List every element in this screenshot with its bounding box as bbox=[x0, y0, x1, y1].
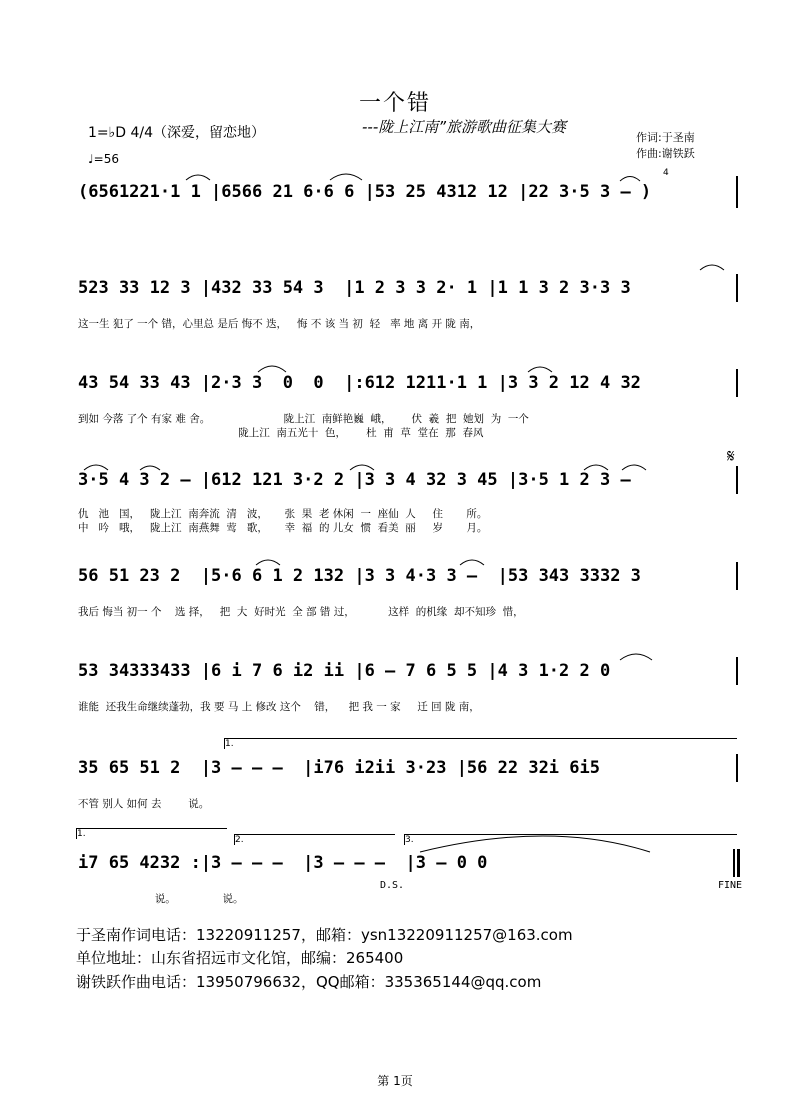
composer-contact: 谢铁跃作曲电话：13950796632，QQ邮箱：335365144@qq.com bbox=[76, 973, 542, 991]
lyrics-row-8: 说。 说。 bbox=[78, 893, 244, 905]
notes-row-1: (6561221·1 1 |6566 21 6·6 6 |53 25 4312 12 |22 3·5 3 – ) bbox=[78, 182, 652, 202]
page-number: 第 1页 bbox=[377, 1074, 413, 1088]
volta-2-label: 2. bbox=[235, 835, 244, 845]
key-signature: 1=♭D 4/4（深爱，留恋地） bbox=[88, 125, 266, 141]
composer-credit: 作曲:谢铁跃 bbox=[636, 147, 695, 160]
lyricist-credit: 作词:于圣南 bbox=[636, 131, 695, 144]
song-subtitle: ---陇上江南”旅游歌曲征集大赛 bbox=[362, 118, 567, 136]
lyrics-row-3b: 陇上江 南五光十 色， 杜 甫 草 堂在 那 春风 bbox=[78, 427, 484, 439]
lyrics-row-3a: 到如 今落 了个 有家 难 舍。 陇上江 南鲜艳巍 峨， 伏 羲 把 她划 为 一个 bbox=[78, 413, 529, 425]
tempo-marking: ♩=56 bbox=[88, 152, 119, 166]
notes-row-4: 3·5 4 3 2 – |612 121 3·2 2 |3 3 4 32 3 45 |3·5 1 2 3 – bbox=[78, 470, 631, 490]
notes-row-8: i7 65 4232 :|3 – – – |3 – – – |3 – 0 0 bbox=[78, 853, 488, 873]
lyrics-row-4b: 中 吟 哦， 陇上江 南燕舞 莺 歌， 幸 福 的 儿女 惯 看美 丽 岁 月。 bbox=[78, 522, 488, 534]
notes-row-3: 43 54 33 43 |2·3 3 0 0 |:612 1211·1 1 |3 3 2 12 4 32 bbox=[78, 373, 641, 393]
song-title: 一个错 bbox=[358, 91, 431, 116]
notes-row-2: 523 33 12 3 |432 33 54 3 |1 2 3 3 2· 1 |1 1 3 2 3·3 3 bbox=[78, 278, 631, 298]
lyricist-contact: 于圣南作词电话：13220911257，邮箱：ysn13220911257@163.com bbox=[76, 926, 573, 944]
lyrics-row-4a: 仇 池 国， 陇上江 南奔流 清 波， 张 果 老 休闲 一 座仙 人 住 所。 bbox=[78, 508, 488, 520]
segno-sign: 𝄋 bbox=[727, 446, 735, 467]
volta-1-label: 1. bbox=[225, 739, 234, 749]
lyrics-row-2: 这一生 犯了 一个 错，心里总 是后 悔不 迭， 悔 不 该 当 初 轻 率 地 离 开 陇 南， bbox=[78, 318, 481, 330]
lyrics-row-5: 我后 悔当 初一 个 选 择， 把 大 好时光 全 部 错 过， 这样 的机缘 却不知珍 惜， bbox=[78, 606, 524, 618]
notes-row-7: 35 65 51 2 |3 – – – |i76 i2ii 3·23 |56 22 32i 6i5 bbox=[78, 758, 600, 778]
ds-marking: D.S. bbox=[380, 880, 405, 891]
volta-3-label: 3. bbox=[405, 835, 414, 845]
fine-marking: FINE bbox=[718, 880, 743, 891]
grace-mark: 4 bbox=[663, 168, 669, 178]
lyrics-row-6: 谁能 还我生命继续蓬勃，我 要 马 上 修改 这个 错， 把 我 一 家 迁 回 陇 南， bbox=[78, 701, 480, 713]
notes-row-5: 56 51 23 2 |5·6 6 1 2 132 |3 3 4·3 3 – |53 343 3332 3 bbox=[78, 566, 641, 586]
organization-address: 单位地址：山东省招远市文化馆，邮编：265400 bbox=[76, 949, 404, 967]
lyrics-row-7: 不管 别人 如何 去 说。 bbox=[78, 798, 210, 810]
volta-1b-label: 1. bbox=[77, 829, 86, 839]
notes-row-6: 53 34333433 |6 i 7 6 i2 ii |6 – 7 6 5 5 |4 3 1·2 2 0 bbox=[78, 661, 611, 681]
